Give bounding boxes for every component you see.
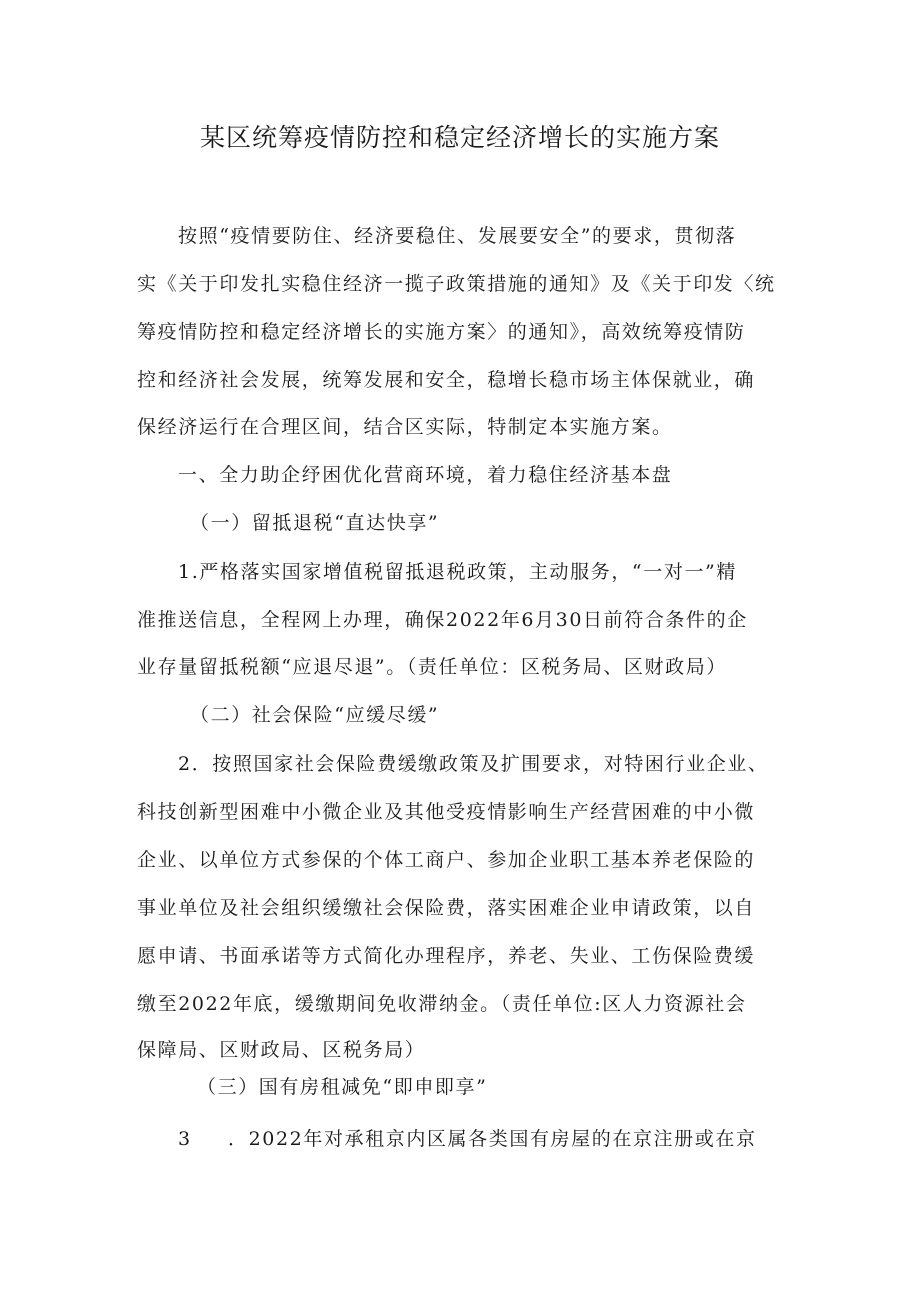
item-line: 事业单位及社会组织缓缴社会保险费，落实困难企业申请政策，以自 <box>137 897 756 919</box>
intro-line: 实《关于印发扎实稳住经济一揽子政策措施的通知》及《关于印发〈统 <box>137 273 776 295</box>
item-number: 3 <box>178 1128 192 1150</box>
item-line: 保障局、区财政局、区税务局） <box>137 1039 426 1061</box>
intro-line: 保经济运行在合理区间，结合区实际，特制定本实施方案。 <box>137 416 673 438</box>
subsection-heading: （一）留抵退税“直达快享” <box>190 512 440 534</box>
item-line: 愿申请、书面承诺等方式简化办理程序，养老、失业、工伤保险费缓 <box>137 945 756 967</box>
item-line: 2．按照国家社会保险费缓缴政策及扩围要求，对特困行业企业、 <box>178 753 769 775</box>
subsection-heading: （三）国有房租减免“即申即享” <box>197 1076 488 1098</box>
subsection-heading: （二）社会保险“应缓尽缓” <box>190 704 440 726</box>
intro-line: 筹疫情防控和稳定经济增长的实施方案〉的通知》，高效统筹疫情防 <box>137 321 746 343</box>
item-line: 准推送信息，全程网上办理，确保2022年6月30日前符合条件的企 <box>137 609 748 631</box>
document-title: 某区统筹疫情防控和稳定经济增长的实施方案 <box>199 123 720 152</box>
item-line: 科技创新型困难中小微企业及其他受疫情影响生产经营困难的中小微 <box>137 801 756 823</box>
item-line: 业存量留抵税额“应退尽退”。（责任单位：区税务局、区财政局） <box>137 656 727 678</box>
item-line: ．2022年对承租京内区属各类国有房屋的在京注册或在京 <box>228 1128 757 1150</box>
item-line: 1.严格落实国家增值税留抵退税政策，主动服务，“一对一”精 <box>178 561 737 583</box>
intro-line: 按照“疫情要防住、经济要稳住、发展要安全”的要求，贯彻落 <box>178 225 737 247</box>
item-line: 企业、以单位方式参保的个体工商户、参加企业职工基本养老保险的 <box>137 849 756 871</box>
section-heading: 一、全力助企纾困优化营商环境，着力稳住经济基本盘 <box>178 464 673 486</box>
intro-line: 控和经济社会发展，统筹发展和安全，稳增长稳市场主体保就业，确 <box>137 369 756 391</box>
item-line: 缴至2022年底，缓缴期间免收滞纳金。（责任单位:区人力资源社会 <box>137 993 747 1015</box>
